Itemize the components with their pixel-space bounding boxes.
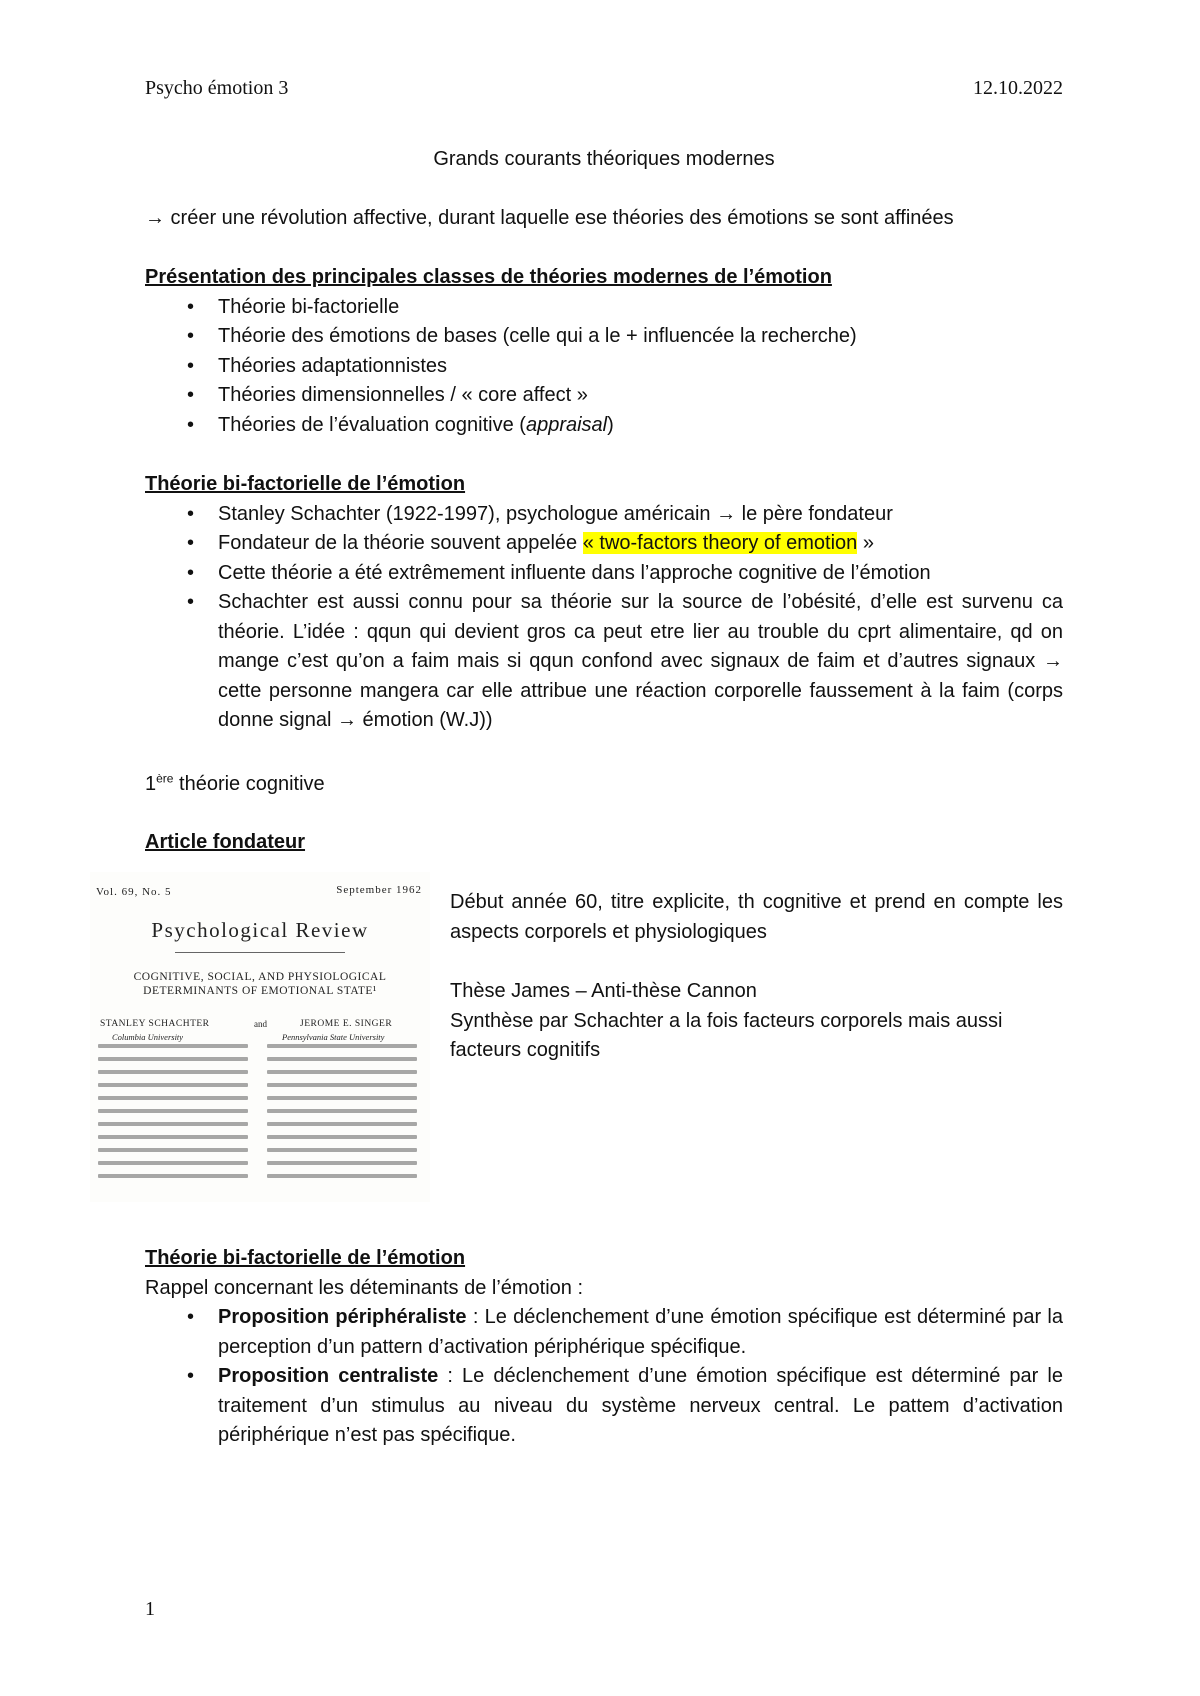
bifactorial-list	[145, 500, 1063, 736]
scan-affiliation-right: Pennsylvania State University	[282, 1032, 385, 1042]
intro-line	[145, 204, 1063, 234]
list-item: • Fondateur de la théorie souvent appelée « two-factors theory of emotion »	[145, 529, 1063, 559]
list-item: • Théorie des émotions de bases (celle qui a le + influencée la recherche)	[145, 322, 1063, 352]
header-date: 12.10.2022	[973, 77, 1063, 99]
appraisal-term: appraisal	[525, 413, 608, 436]
scan-author-left: STANLEY SCHACHTER	[100, 1019, 210, 1029]
scan-text-column-right	[267, 1044, 417, 1194]
header-course-title: Psycho émotion 3	[145, 77, 289, 99]
scan-volume: Vol. 69, No. 5	[96, 886, 172, 898]
section-bifactorial	[145, 470, 1063, 736]
list-item: • Théories dimensionnelles / « core affect »	[145, 381, 1063, 411]
arrow-icon: →	[716, 502, 737, 525]
list-item: • Stanley Schachter (1922-1997), psychologue américain → le père fondateur	[145, 500, 1063, 530]
arrow-icon: →	[145, 207, 165, 229]
scan-author-separator: and	[254, 1019, 267, 1029]
article-synthesis: Thèse James – Anti-thèse Cannon Synthèse par Schachter a la fois facteurs corporels mais aussi facteurs cognitifs	[450, 980, 1003, 1061]
scan-journal-name: Psychological Review	[151, 918, 369, 942]
section-bifactorial-heading: Théorie bi-factorielle de l’émotion	[145, 473, 466, 495]
list-item: • Théories adaptationnistes	[145, 352, 1063, 382]
highlighted-term: « two-factors theory of emotion	[582, 532, 858, 554]
section-classes-heading: Présentation des principales classes de théories modernes de l’émotion	[145, 266, 832, 288]
page-number: 1	[145, 1598, 155, 1620]
classes-list	[145, 293, 1063, 441]
list-item: • Théorie bi-factorielle	[145, 293, 1063, 323]
scan-affiliation-left: Columbia University	[112, 1032, 184, 1042]
first-cognitive-theory: 1ère théorie cognitive	[145, 771, 325, 795]
scan-author-right: JEROME E. SINGER	[300, 1019, 393, 1029]
arrow-icon: →	[1043, 650, 1063, 672]
scan-divider	[175, 952, 345, 953]
scan-text-column-left	[98, 1044, 248, 1194]
article-description: Début année 60, titre explicite, th cognitive et prend en compte les aspects corporels et physiologiques	[450, 891, 1063, 943]
arrow-icon: →	[336, 709, 357, 731]
intro-text: créer une révolution affective, durant laquelle ese théories des émotions se sont affinées	[165, 207, 954, 229]
determinants-intro: Rappel concernant les déteminants de l’émotion :	[145, 1276, 584, 1299]
list-item: • Proposition centraliste : Le déclenchement d’une émotion spécifique est déterminé par le traitement d’un stimulus au niveau du système nerveux central. Le pattem d’activation périphérique n’est pas spécifique.	[145, 1362, 1063, 1451]
section-determinants-heading: Théorie bi-factorielle de l’émotion	[145, 1247, 466, 1269]
list-item: • Schachter est aussi connu pour sa théorie sur la source de l’obésité, d’elle est survenu ca théorie. L’idée : qqun qui devient gros ca peut etre lier au trouble du cprt alimentaire, qd on mange c’est qu’on a faim mais si qqun confond avec signaux de faim et d’autres signaux → cette personne mangera car elle attribue une réaction corporelle faussement à la faim (corps donne signal → émotion (W.J))	[145, 588, 1063, 736]
scan-date: September 1962	[336, 884, 422, 896]
determinants-list	[145, 1303, 1063, 1451]
list-item: • Cette théorie a été extrêmement influente dans l’approche cognitive de l’émotion	[145, 559, 1063, 589]
section-classes	[145, 263, 1063, 440]
scan-article-title: COGNITIVE, SOCIAL, AND PHYSIOLOGICAL DETERMINANTS OF EMOTIONAL STATE¹	[133, 971, 387, 997]
list-item: • Proposition périphéraliste : Le déclenchement d’une émotion spécifique est déterminé par la perception d’un pattern d’activation périphérique spécifique.	[145, 1303, 1063, 1362]
section-determinants	[145, 1244, 1063, 1451]
page-title: Grands courants théoriques modernes	[433, 148, 775, 170]
list-item: • Théories de l’évaluation cognitive (appraisal)	[145, 411, 1063, 441]
article-scan-image	[90, 872, 430, 1202]
article-heading: Article fondateur	[145, 831, 306, 853]
